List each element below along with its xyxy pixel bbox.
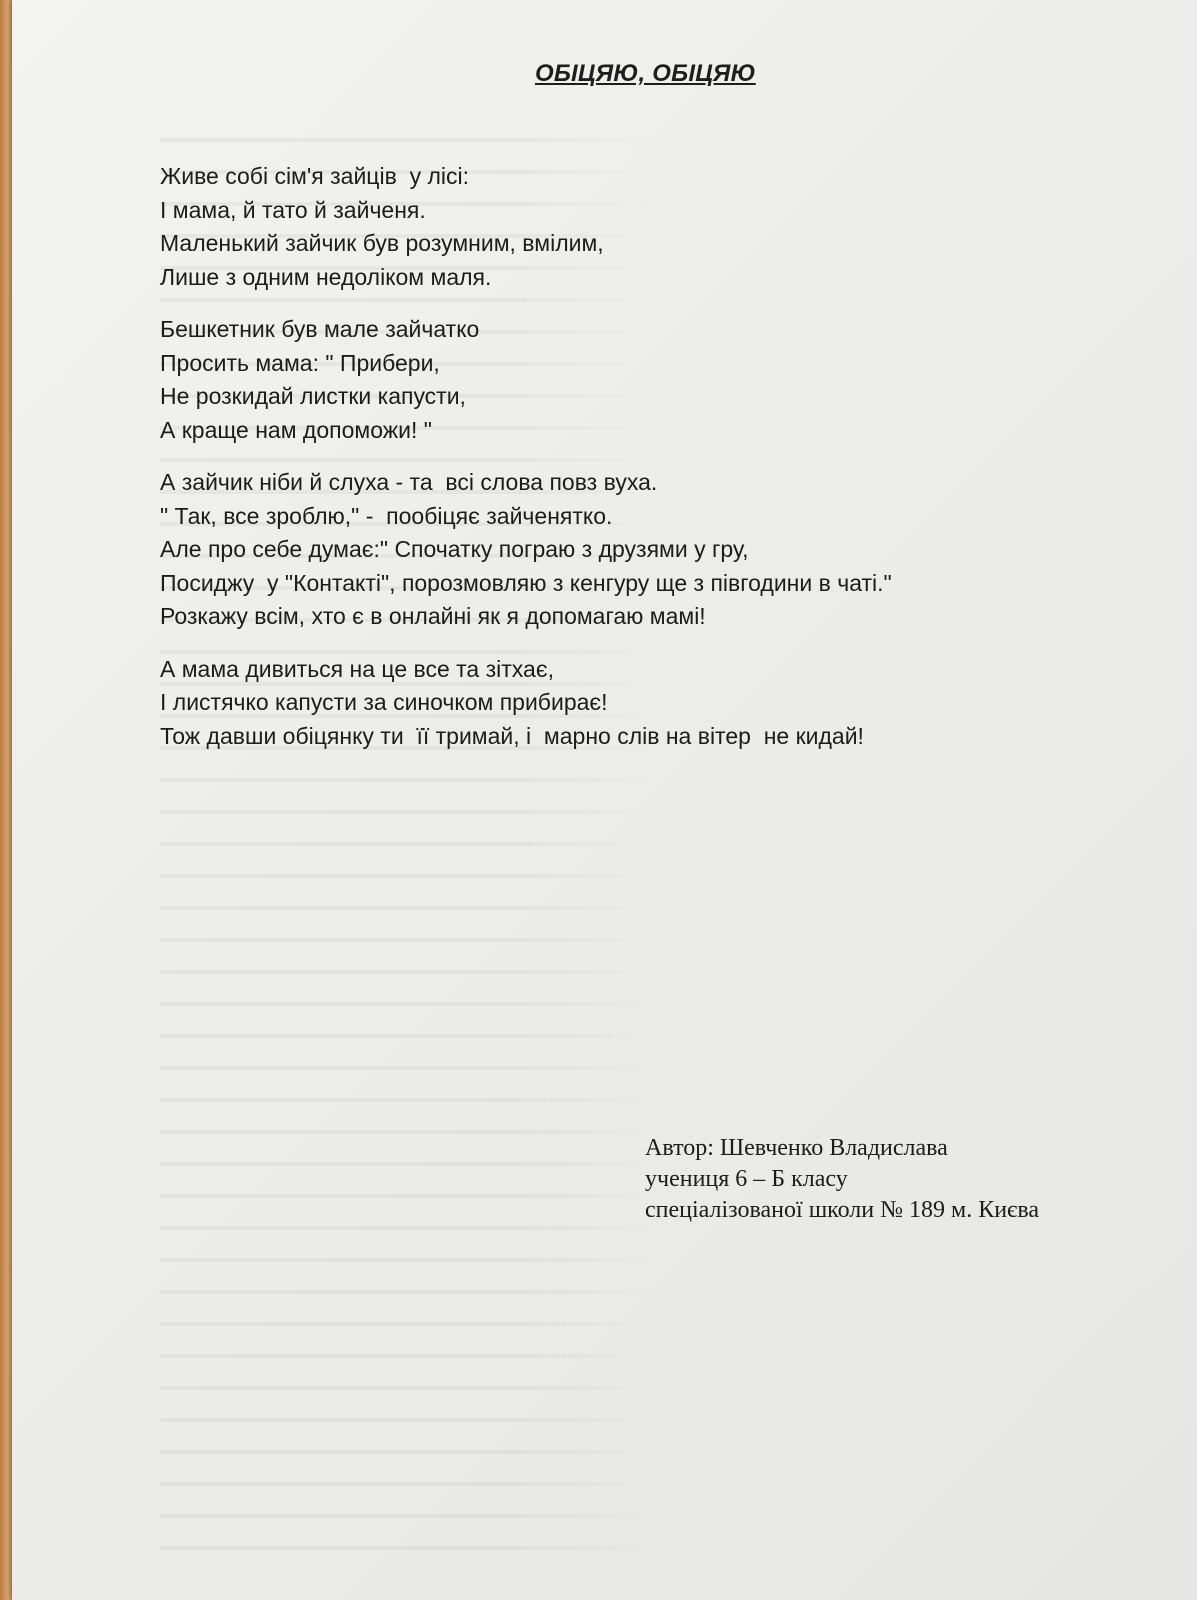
stanza-1 xyxy=(160,160,1160,294)
poem-line: Не розкидай листки капусти, xyxy=(160,383,466,409)
stanza-4 xyxy=(160,653,1160,754)
poem-body xyxy=(160,160,1160,772)
poem-title: ОБІЦЯЮ, ОБІЦЯЮ xyxy=(535,60,756,87)
poem-line: Посиджу у "Контакті", порозмовляю з кенгуру ще з півгодини в чаті." xyxy=(160,569,892,596)
poem-line: Бешкетник був мале зайчатко xyxy=(160,316,480,342)
poem-line: А краще нам допоможи! " xyxy=(160,416,432,443)
poem-line: Маленький зайчик був розумним, вмілим, xyxy=(160,230,604,256)
author-block xyxy=(645,1133,1039,1226)
poem-line: Але про себе думає:" Спочатку пограю з друзями у гру, xyxy=(160,536,749,562)
paper-sheet xyxy=(12,0,1197,1600)
poem-line: Розкажу всім, хто є в онлайні як я допомагаю мамі! xyxy=(160,603,706,629)
author-name: Автор: Шевченко Владислава xyxy=(645,1135,948,1161)
author-school: спеціалізованої школи № 189 м. Києва xyxy=(645,1197,1040,1223)
poem-line: Тож давши обіцянку ти її тримай, і марно слів на вітер не кидай! xyxy=(160,722,864,749)
poem-line: І листячко капусти за синочком прибирає! xyxy=(160,689,608,715)
poem-line: Просить мама: " Прибери, xyxy=(160,349,440,376)
poem-line: Лише з одним недоліком маля. xyxy=(160,263,492,290)
poem-line: Живе собі сім'я зайців у лісі: xyxy=(160,163,469,189)
poem-line: А мама дивиться на це все та зітхає, xyxy=(160,655,554,682)
poem-line: І мама, й тато й зайченя. xyxy=(160,196,426,223)
poem-line: " Так, все зроблю," - пообіцяє зайченятко. xyxy=(160,502,613,529)
stanza-2 xyxy=(160,313,1160,447)
author-class: учениця 6 – Б класу xyxy=(645,1166,848,1192)
poem-line: А зайчик ніби й слуха - та всі слова повз вуха. xyxy=(160,469,658,495)
stanza-3 xyxy=(160,466,1160,634)
